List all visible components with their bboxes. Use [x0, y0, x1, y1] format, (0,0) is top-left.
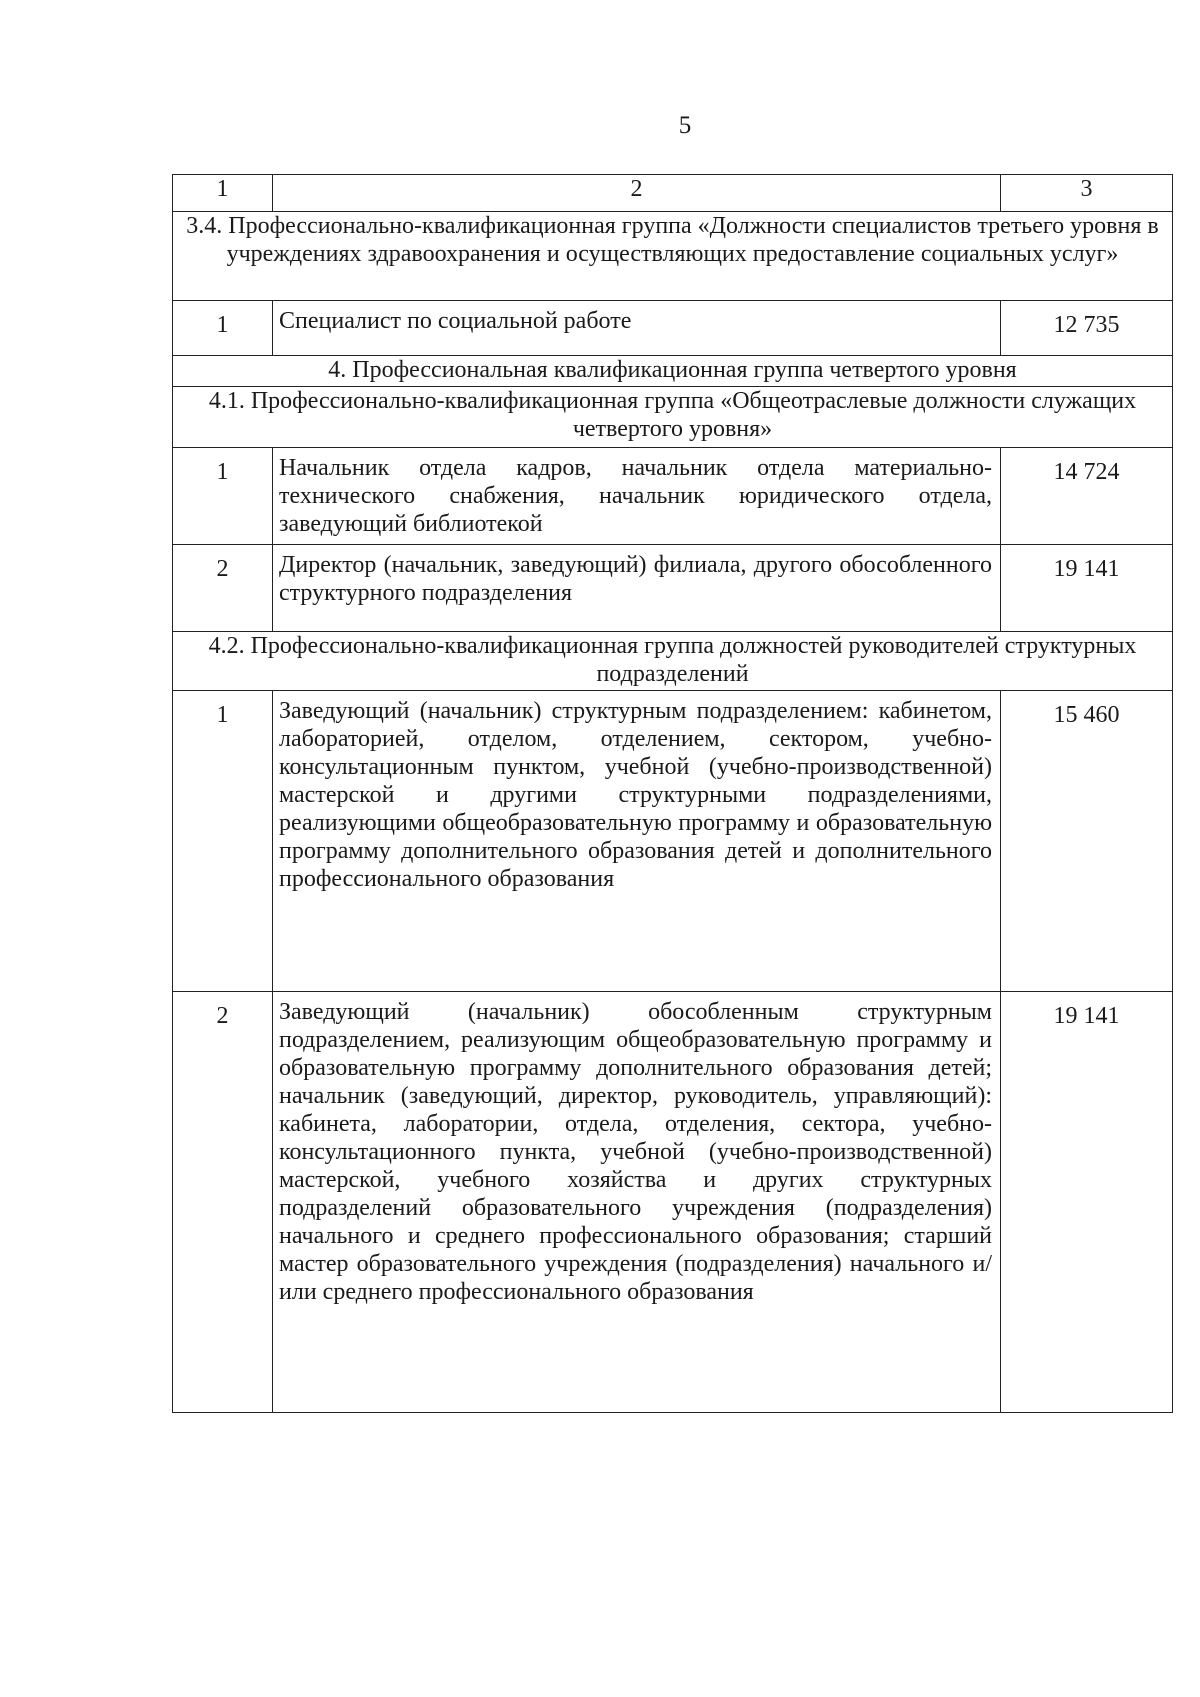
salary-value: 19 141	[1001, 545, 1173, 632]
position-name: Директор (начальник, заведующий) филиала, другого обособленного структурного подразделения	[273, 545, 1001, 632]
table-row	[173, 691, 1173, 992]
header-col-position: 2	[273, 175, 1001, 212]
table-row	[173, 301, 1173, 356]
group-row	[173, 356, 1173, 387]
position-name: Начальник отдела кадров, начальник отдела материально-технического снабжения, начальник юридического отдела, заведующий библиотекой	[273, 448, 1001, 545]
table-row	[173, 448, 1173, 545]
group-heading: 4.2. Профессионально-квалификационная группа должностей руководителей структурных подразделений	[173, 632, 1173, 691]
position-name: Заведующий (начальник) структурным подразделением: кабинетом, лабораторией, отделом, отделением, сектором, учебно-консультационным пунктом, учебной (учебно-производственной) мастерской и другими структурными подразделениями, реализующими общеобразовательную программу и образовательную программу дополнительного образования детей и дополнительного профессионального образования	[273, 691, 1001, 992]
row-number: 2	[173, 545, 273, 632]
page-number: 5	[678, 112, 692, 139]
position-name: Заведующий (начальник) обособленным структурным подразделением, реализующим общеобразовательную программу и образовательную программу дополнительного образования детей; начальник (заведующий, директор, руководитель, управляющий): кабинета, лаборатории, отдела, отделения, сектора, учебно-консультационного пункта, учебной (учебно-производственной) мастерской, учебного хозяйства и других структурных подразделений образовательного учреждения (подразделения) начального и среднего профессионального образования; старший мастер образовательного учреждения (подразделения) начального и/или среднего профессионального образования	[273, 992, 1001, 1413]
position-name: Специалист по социальной работе	[273, 301, 1001, 356]
table-header-row	[173, 175, 1173, 212]
salary-value: 19 141	[1001, 992, 1173, 1413]
table-row	[173, 545, 1173, 632]
group-heading: 4.1. Профессионально-квалификационная группа «Общеотраслевые должности служащих четвертого уровня»	[173, 387, 1173, 448]
row-number: 1	[173, 301, 273, 356]
header-col-salary: 3	[1001, 175, 1173, 212]
header-col-number: 1	[173, 175, 273, 212]
group-heading: 4. Профессиональная квалификационная группа четвертого уровня	[173, 356, 1173, 387]
table-row	[173, 992, 1173, 1413]
salary-table	[172, 174, 1173, 1413]
group-heading: 3.4. Профессионально-квалификационная группа «Должности специалистов третьего уровня в учреждениях здравоохранения и осуществляющих предоставление социальных услуг»	[173, 212, 1173, 301]
group-row	[173, 632, 1173, 691]
row-number: 1	[173, 691, 273, 992]
salary-value: 14 724	[1001, 448, 1173, 545]
row-number: 1	[173, 448, 273, 545]
group-row	[173, 387, 1173, 448]
salary-value: 15 460	[1001, 691, 1173, 992]
salary-value: 12 735	[1001, 301, 1173, 356]
row-number: 2	[173, 992, 273, 1413]
group-row	[173, 212, 1173, 301]
